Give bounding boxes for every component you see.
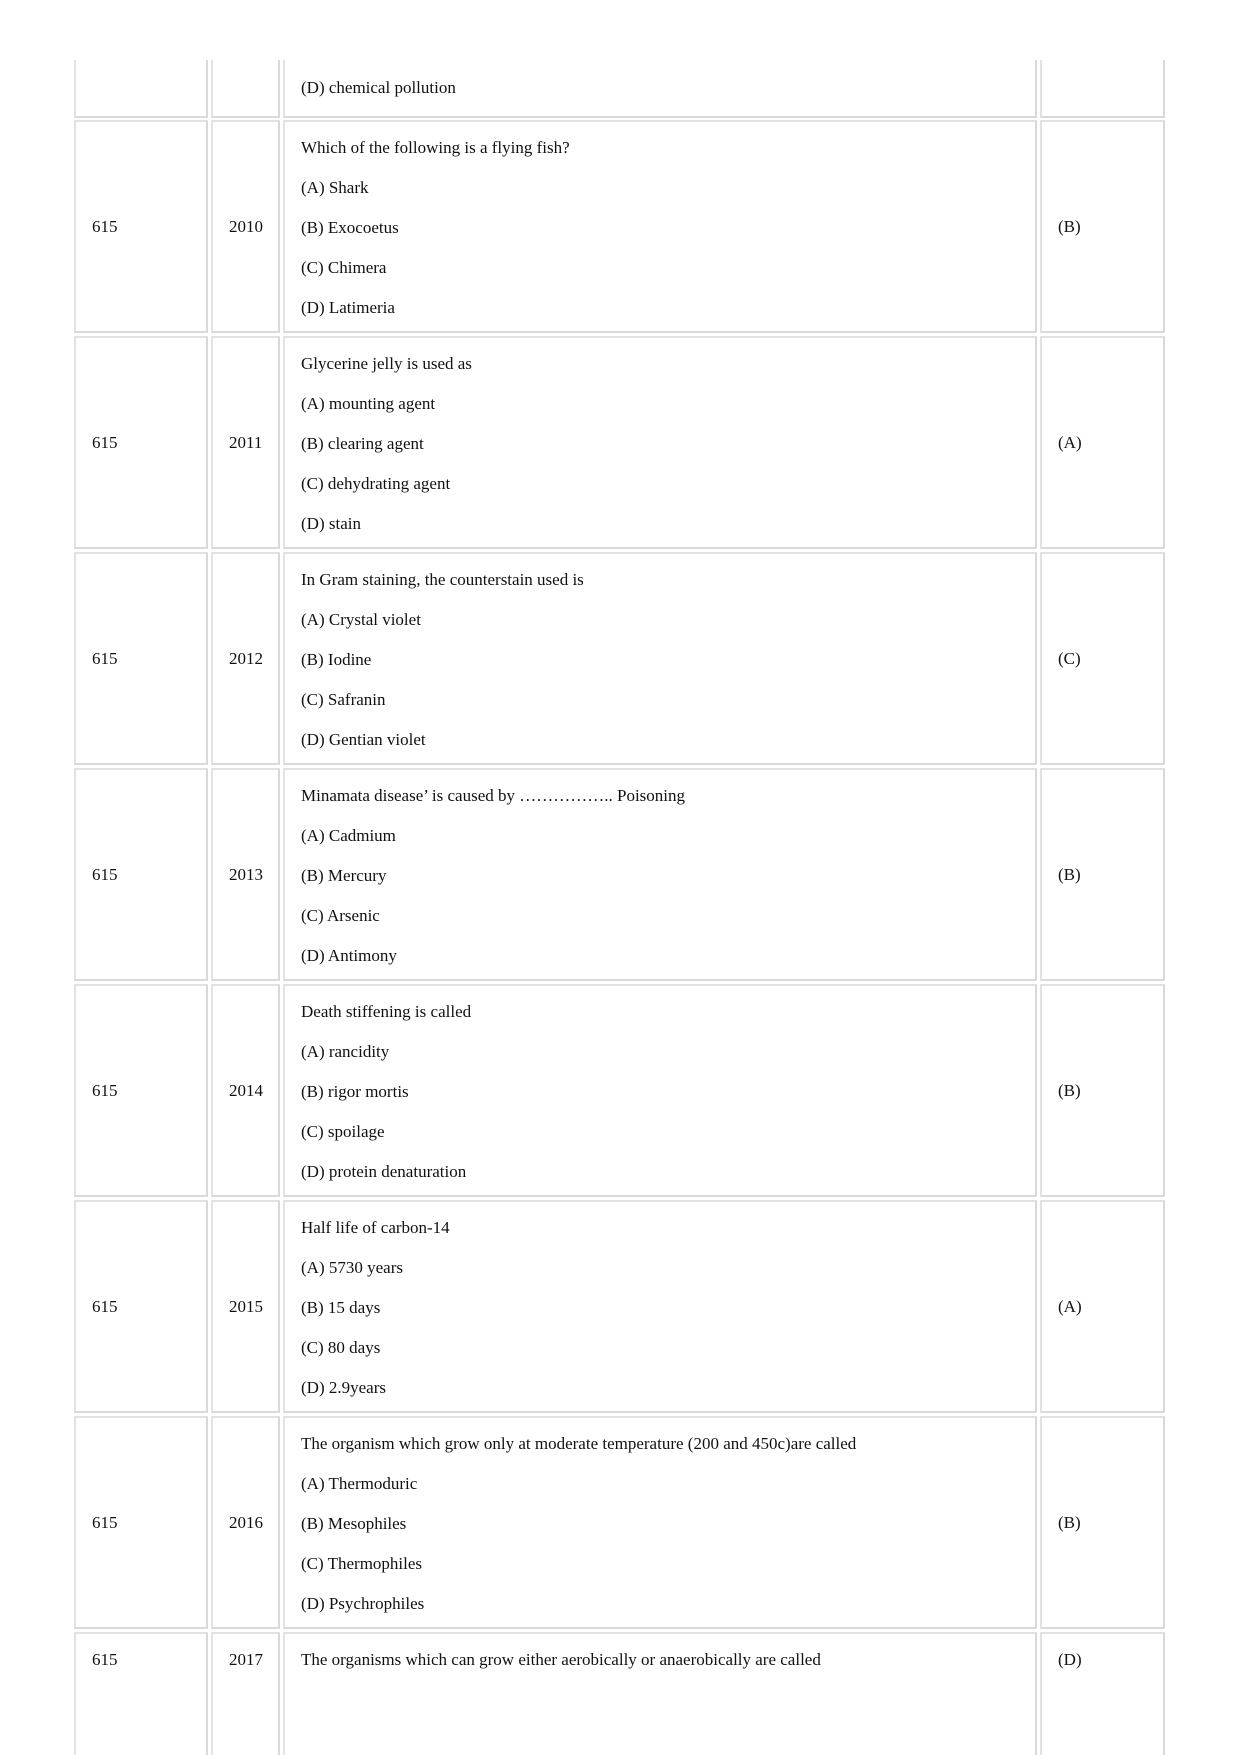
- option-text: (D) Gentian violet: [301, 730, 426, 749]
- question-text: Half life of carbon-14: [301, 1218, 450, 1237]
- table-cell-serial: [74, 1416, 208, 1629]
- table-cell-answer: [1040, 120, 1165, 333]
- table-cell-question: [283, 1200, 1037, 1413]
- answer-text: (D): [1058, 1650, 1082, 1669]
- question-block: [301, 1650, 821, 1690]
- answer-text: (C): [1058, 649, 1081, 668]
- table-cell-question: [283, 120, 1037, 333]
- option-text: (C) dehydrating agent: [301, 474, 451, 493]
- table-cell-qno: [211, 984, 280, 1197]
- answer-text: (A): [1058, 1297, 1082, 1316]
- question-block: [301, 570, 584, 770]
- answer-text: (B): [1058, 865, 1081, 884]
- option-text: (C) 80 days: [301, 1338, 381, 1357]
- table-cell-qno: [211, 60, 280, 118]
- table-cell-answer: [1040, 1416, 1165, 1629]
- question-block: [301, 78, 456, 118]
- table-cell-question: [283, 768, 1037, 981]
- serial-number: 615: [92, 433, 118, 452]
- question-text: The organism which grow only at moderate temperature (200 and 450c)are called: [301, 1434, 857, 1453]
- question-text: In Gram staining, the counterstain used is: [301, 570, 584, 589]
- option-text: (B) clearing agent: [301, 434, 424, 453]
- answer-text: (B): [1058, 217, 1081, 236]
- option-text: (A) mounting agent: [301, 394, 436, 413]
- question-number: 2016: [229, 1513, 263, 1532]
- option-text: (D) Latimeria: [301, 298, 395, 317]
- table-cell-serial: [74, 552, 208, 765]
- table-cell-answer: [1040, 552, 1165, 765]
- table-cell-serial: [74, 336, 208, 549]
- table-cell-qno: [211, 552, 280, 765]
- question-text: Glycerine jelly is used as: [301, 354, 472, 373]
- question-text: The organisms which can grow either aerobically or anaerobically are called: [301, 1650, 821, 1669]
- question-text: Which of the following is a flying fish?: [301, 138, 570, 157]
- serial-number: 615: [92, 1650, 118, 1669]
- option-text: (A) Cadmium: [301, 826, 396, 845]
- table-cell-question: [283, 60, 1037, 118]
- option-text: (B) rigor mortis: [301, 1082, 409, 1101]
- table-cell-serial: [74, 1632, 208, 1755]
- question-block: [301, 1434, 856, 1634]
- table-cell-serial: [74, 120, 208, 333]
- option-text: (B) Mesophiles: [301, 1514, 407, 1533]
- table-cell-question: [283, 984, 1037, 1197]
- option-text: (C) spoilage: [301, 1122, 385, 1141]
- option-text: (A) 5730 years: [301, 1258, 403, 1277]
- option-text: (C) Arsenic: [301, 906, 380, 925]
- table-cell-qno: [211, 336, 280, 549]
- option-text: (D) chemical pollution: [301, 78, 456, 97]
- serial-number: 615: [92, 1297, 118, 1316]
- table-cell-question: [283, 1632, 1037, 1755]
- table-cell-qno: [211, 1416, 280, 1629]
- table-cell-qno: [211, 768, 280, 981]
- question-number: 2013: [229, 865, 263, 884]
- question-number: 2017: [229, 1650, 263, 1669]
- option-text: (C) Safranin: [301, 690, 386, 709]
- option-text: (A) Crystal violet: [301, 610, 421, 629]
- question-text: Death stiffening is called: [301, 1002, 472, 1021]
- table-cell-qno: [211, 1632, 280, 1755]
- serial-number: 615: [92, 649, 118, 668]
- serial-number: 615: [92, 1081, 118, 1100]
- option-text: (C) Thermophiles: [301, 1554, 423, 1573]
- table-cell-question: [283, 552, 1037, 765]
- table-cell-answer: [1040, 336, 1165, 549]
- table-cell-qno: [211, 1200, 280, 1413]
- question-number: 2010: [229, 217, 263, 236]
- table-cell-answer: [1040, 1200, 1165, 1413]
- answer-text: (B): [1058, 1513, 1081, 1532]
- table-cell-answer: [1040, 60, 1165, 118]
- question-text: Minamata disease’ is caused by …………….. Poisoning: [301, 786, 686, 805]
- answer-text: (A): [1058, 433, 1082, 452]
- serial-number: 615: [92, 865, 118, 884]
- table-cell-question: [283, 1416, 1037, 1629]
- table-cell-question: [283, 336, 1037, 549]
- option-text: (B) Exocoetus: [301, 218, 399, 237]
- answer-text: (B): [1058, 1081, 1081, 1100]
- question-block: [301, 138, 570, 338]
- option-text: (C) Chimera: [301, 258, 387, 277]
- option-text: (B) Mercury: [301, 866, 387, 885]
- serial-number: 615: [92, 217, 118, 236]
- option-text: (A) Thermoduric: [301, 1474, 418, 1493]
- table-cell-answer: [1040, 1632, 1165, 1755]
- option-text: (D) Psychrophiles: [301, 1594, 425, 1613]
- option-text: (B) 15 days: [301, 1298, 381, 1317]
- option-text: (B) Iodine: [301, 650, 372, 669]
- table-cell-serial: [74, 768, 208, 981]
- question-number: 2011: [229, 433, 263, 452]
- option-text: (D) 2.9years: [301, 1378, 386, 1397]
- table-cell-answer: [1040, 768, 1165, 981]
- table-cell-answer: [1040, 984, 1165, 1197]
- option-text: (A) rancidity: [301, 1042, 390, 1061]
- option-text: (D) Antimony: [301, 946, 397, 965]
- question-block: [301, 786, 685, 986]
- question-number: 2015: [229, 1297, 263, 1316]
- option-text: (A) Shark: [301, 178, 369, 197]
- question-block: [301, 1002, 471, 1202]
- table-cell-serial: [74, 1200, 208, 1413]
- question-number: 2012: [229, 649, 263, 668]
- option-text: (D) stain: [301, 514, 361, 533]
- question-number: 2014: [229, 1081, 263, 1100]
- table-cell-serial: [74, 60, 208, 118]
- table-cell-serial: [74, 984, 208, 1197]
- question-block: [301, 1218, 450, 1418]
- serial-number: 615: [92, 1513, 118, 1532]
- question-block: [301, 354, 472, 554]
- table-cell-qno: [211, 120, 280, 333]
- option-text: (D) protein denaturation: [301, 1162, 467, 1181]
